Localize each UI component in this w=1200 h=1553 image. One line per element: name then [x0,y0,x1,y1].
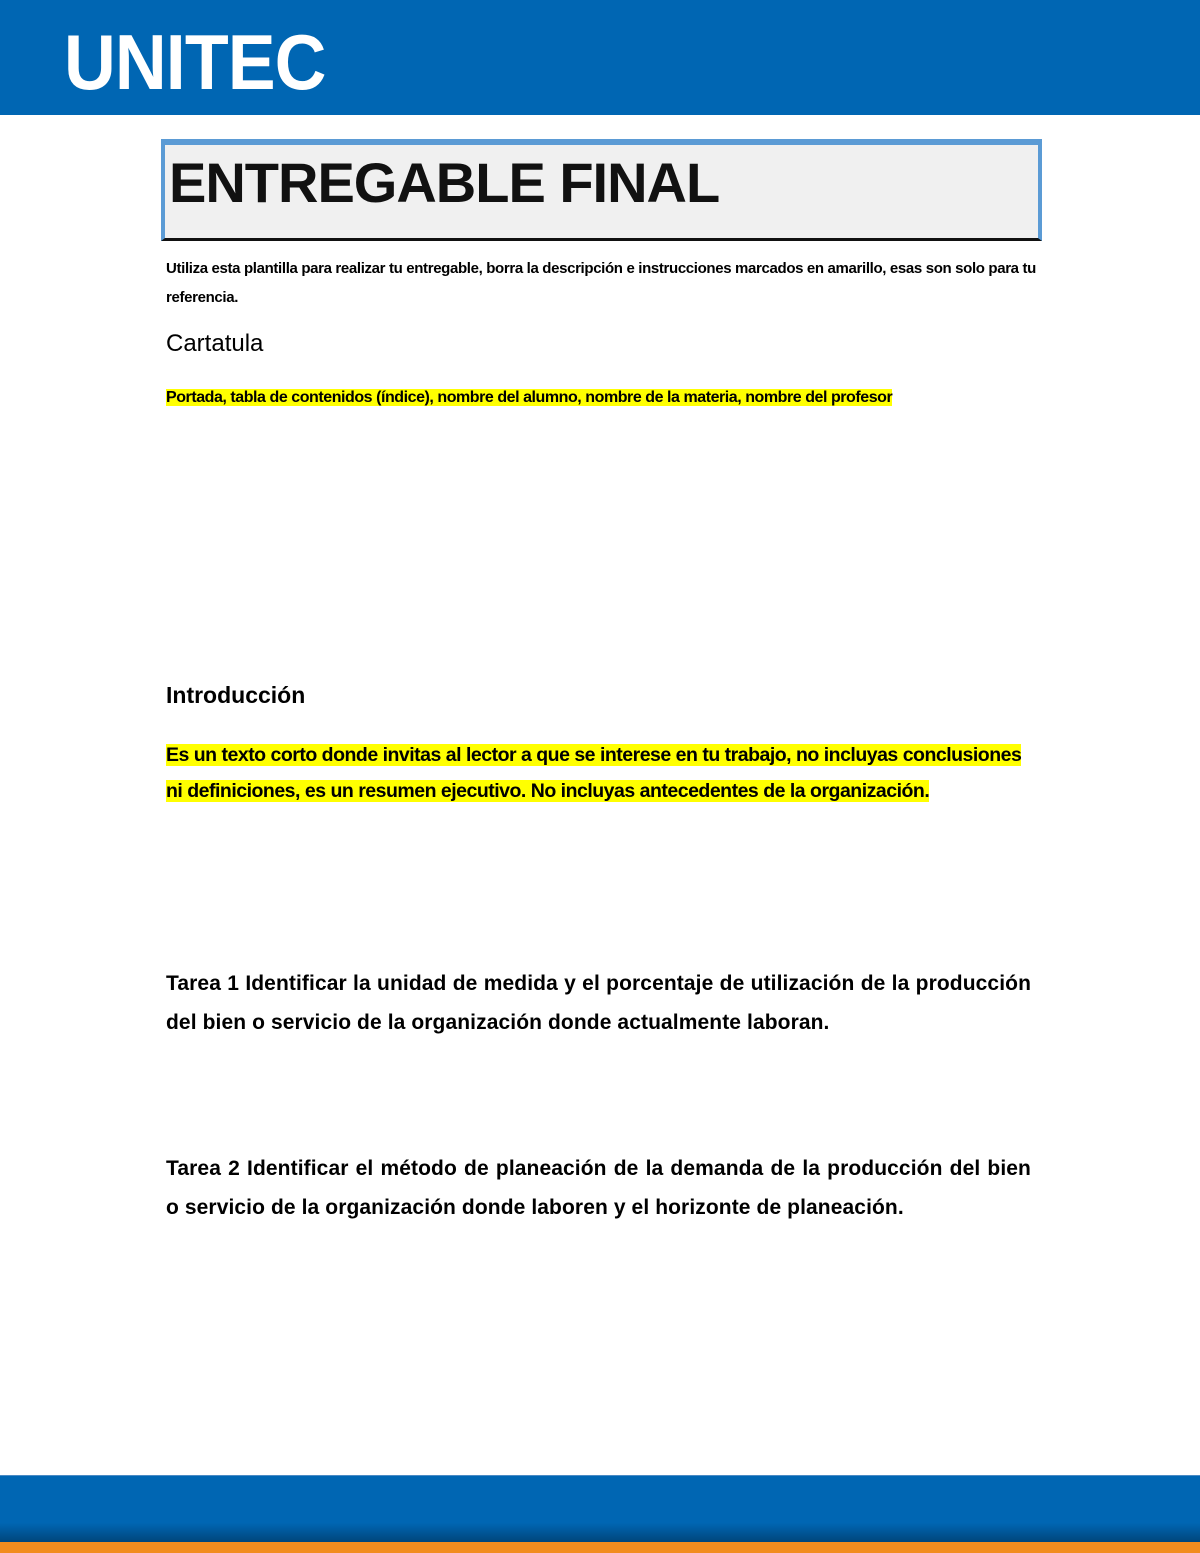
introduccion-highlight: Es un texto corto donde invitas al lector a que se interese en tu trabajo, no incluyas conclusiones ni definiciones, es un resumen ejecutivo. No incluyas antecedentes de la organización. [166,744,1022,802]
introduccion-note [166,737,1026,809]
unitec-logo: UNITEC [64,18,326,106]
tarea-2: Tarea 2 Identificar el método de planeación de la demanda de la producción del bien o servicio de la organización donde laboren y el horizonte de planeación. [166,1157,1031,1219]
heading-cartatula: Cartatula [166,330,264,357]
footer-bar [0,1475,1200,1543]
heading-introduccion: Introducción [166,682,306,708]
template-instructions: Utiliza esta plantilla para realizar tu entregable, borra la descripción e instrucciones marcados en amarillo, esas son solo para tu referencia. [166,260,1036,306]
footer-accent-stripe [0,1542,1200,1553]
header-bar [0,0,1200,115]
cartatula-highlight: Portada, tabla de contenidos (índice), nombre del alumno, nombre de la materia, nombre del profesor [166,389,893,406]
cartatula-note [166,389,892,407]
page-title: ENTREGABLE FINAL [169,151,720,214]
tarea-1: Tarea 1 Identificar la unidad de medida y el porcentaje de utilización de la producción del bien o servicio de la organización donde actualmente laboran. [166,972,1031,1034]
title-box [161,139,1042,241]
